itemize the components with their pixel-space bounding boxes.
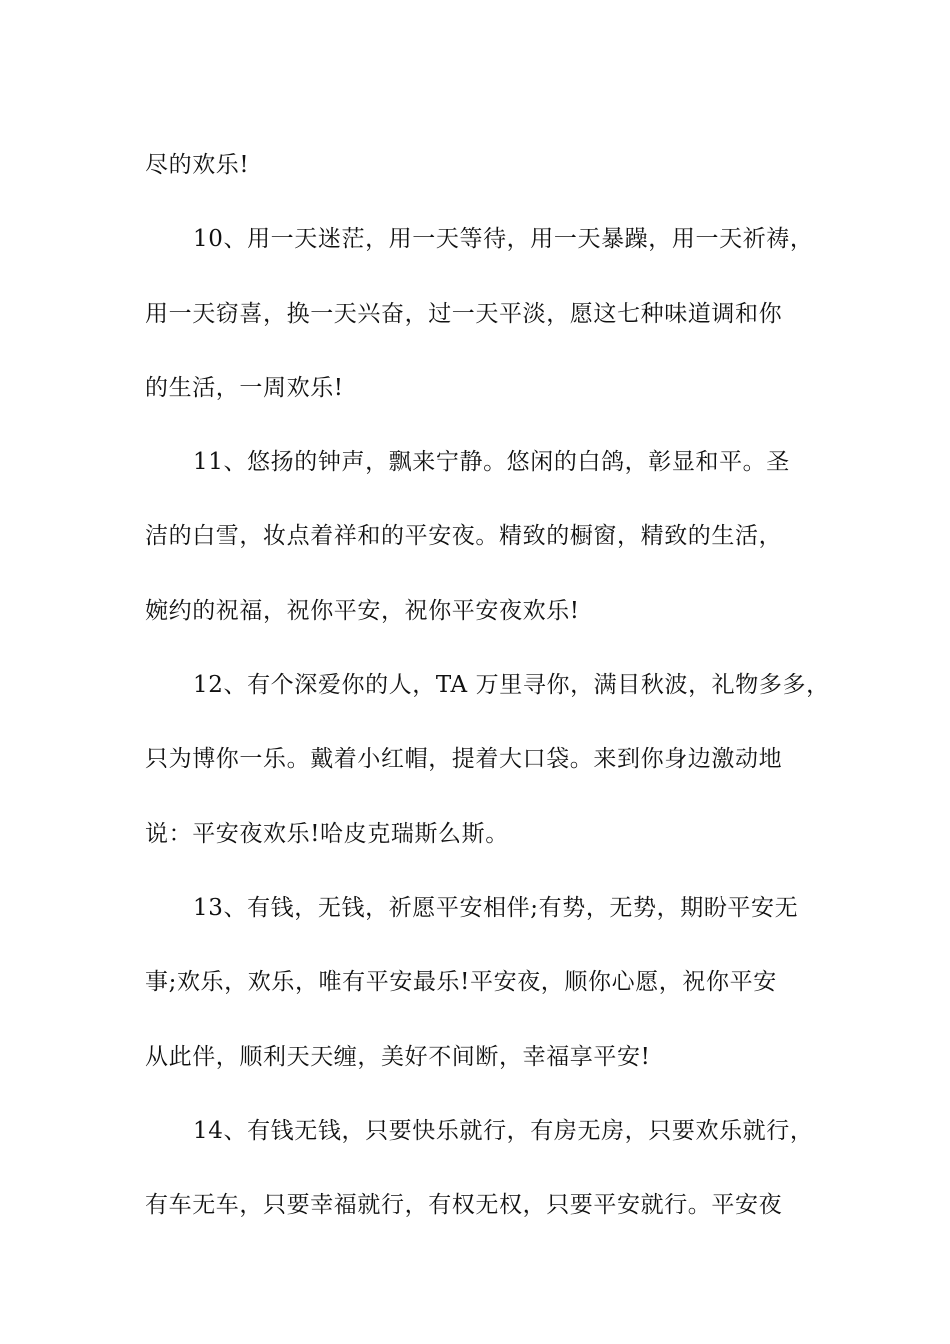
paragraph-13-line-2: 事;欢乐，欢乐，唯有平安最乐!平安夜，顺你心愿，祝你平安 <box>145 969 777 996</box>
paragraph-10-line-2: 用一天窃喜，换一天兴奋，过一天平淡，愿这七种味道调和你 <box>145 300 783 327</box>
paragraph-12-line-2: 只为博你一乐。戴着小红帽，提着大口袋。来到你身边激动地 <box>145 746 783 773</box>
paragraph-14-line-2: 有车无车，只要幸福就行，有权无权，只要平安就行。平安夜 <box>145 1192 783 1219</box>
paragraph-13-line-1: 13、有钱，无钱，祈愿平安相伴;有势，无势，期盼平安无 <box>193 894 799 921</box>
paragraph-13-line-3: 从此伴，顺利天天缠，美好不间断，幸福享平安! <box>145 1043 651 1070</box>
paragraph-11-line-2: 洁的白雪，妆点着祥和的平安夜。精致的橱窗，精致的生活， <box>145 523 783 550</box>
text-line: 尽的欢乐! <box>145 152 250 178</box>
paragraph-11-line-1: 11、悠扬的钟声，飘来宁静。悠闲的白鸽，彰显和平。圣 <box>193 449 790 476</box>
paragraph-12-line-1: 12、有个深爱你的人，TA 万里寻你，满目秋波，礼物多多， <box>193 672 830 699</box>
paragraph-10-line-3: 的生活，一周欢乐! <box>145 374 344 401</box>
paragraph-10-line-1: 10、用一天迷茫，用一天等待，用一天暴躁，用一天祈祷， <box>193 226 814 253</box>
paragraph-14-line-1: 14、有钱无钱，只要快乐就行，有房无房，只要欢乐就行， <box>193 1117 814 1144</box>
document-body <box>145 128 835 1242</box>
paragraph-12-line-3: 说：平安夜欢乐!哈皮克瑞斯么斯。 <box>145 820 509 847</box>
paragraph-11-line-3: 婉约的祝福，祝你平安，祝你平安夜欢乐! <box>145 597 580 624</box>
